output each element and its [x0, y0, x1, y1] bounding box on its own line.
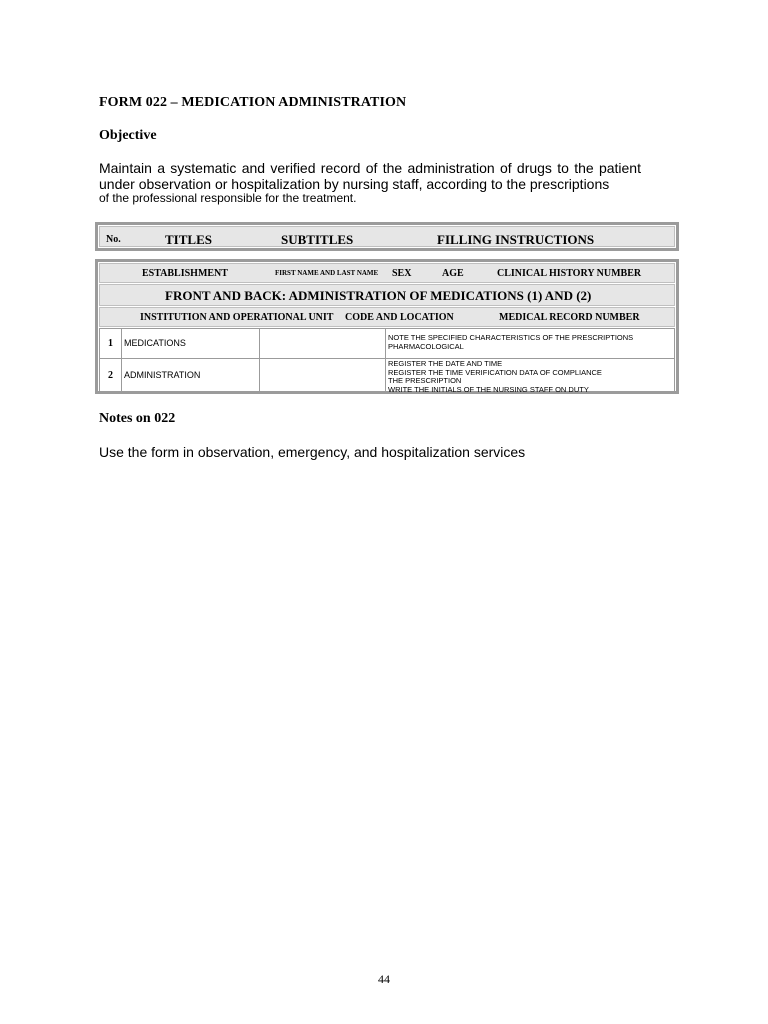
table-row	[100, 329, 674, 359]
instruction-line: REGISTER THE DATE AND TIME	[388, 359, 503, 368]
objective-line-2: under observation or hospitalization by nursing staff, according to the prescriptions	[99, 176, 610, 192]
instruction-line: THE PRESCRIPTION	[388, 376, 462, 385]
section-title: FRONT AND BACK: ADMINISTRATION OF MEDICATIONS (1) AND (2)	[165, 288, 592, 303]
header-no: No.	[106, 234, 121, 245]
column-header-row	[99, 226, 675, 247]
objective-line-1: Maintain a systematic and verified record of the administration of drugs to the patient	[99, 160, 641, 176]
instruction-line: REGISTER THE TIME VERIFICATION DATA OF COMPLIANCE	[388, 367, 602, 377]
instruction-line: NOTE THE SPECIFIED CHARACTERISTICS OF THE PRESCRIPTIONS	[388, 333, 634, 342]
cell-subtitle	[260, 329, 386, 358]
row-title: ADMINISTRATION	[124, 370, 201, 380]
page-title: FORM 022 – MEDICATION ADMINISTRATION	[99, 95, 407, 110]
form-row-patient-info	[99, 263, 675, 283]
instruction-line: WRITE THE INITIALS OF THE NURSING STAFF ON DUTY	[388, 384, 589, 394]
label-age: AGE	[442, 268, 464, 279]
header-subtitles: SUBTITLES	[281, 232, 354, 247]
label-sex: SEX	[392, 268, 412, 279]
row-number: 1	[108, 338, 113, 349]
form-items-grid	[99, 328, 675, 392]
cell-instructions	[386, 359, 674, 392]
form-row-institution-info	[99, 307, 675, 327]
label-medical-record-number: MEDICAL RECORD NUMBER	[499, 312, 640, 323]
header-filling-instructions: FILLING INSTRUCTIONS	[437, 232, 595, 247]
instruction-line: PHARMACOLOGICAL	[388, 341, 464, 351]
label-institution: INSTITUTION AND OPERATIONAL UNIT	[140, 312, 334, 323]
cell-title	[122, 329, 260, 358]
row-title: MEDICATIONS	[124, 338, 186, 348]
row-instructions	[388, 334, 633, 351]
notes-heading: Notes on 022	[99, 411, 176, 426]
column-header-table	[95, 222, 679, 251]
page-number: 44	[378, 972, 390, 986]
notes-text: Use the form in observation, emergency, and hospitalization services	[99, 444, 526, 460]
header-titles: TITLES	[165, 232, 212, 247]
label-first-last-name: FIRST NAME AND LAST NAME	[275, 269, 379, 277]
label-clinical-history-number: CLINICAL HISTORY NUMBER	[497, 268, 642, 279]
cell-instructions	[386, 329, 674, 358]
form-table	[95, 259, 679, 394]
cell-title	[122, 359, 260, 392]
form-row-section-title	[99, 284, 675, 306]
cell-no	[100, 359, 122, 392]
label-establishment: ESTABLISHMENT	[142, 268, 228, 279]
row-number: 2	[108, 370, 113, 381]
objective-line-3: of the professional responsible for the treatment.	[99, 191, 357, 205]
cell-no	[100, 329, 122, 358]
row-instructions	[388, 360, 602, 394]
objective-heading: Objective	[99, 128, 157, 143]
table-row	[100, 359, 674, 392]
cell-subtitle	[260, 359, 386, 392]
label-code-location: CODE AND LOCATION	[345, 312, 454, 323]
